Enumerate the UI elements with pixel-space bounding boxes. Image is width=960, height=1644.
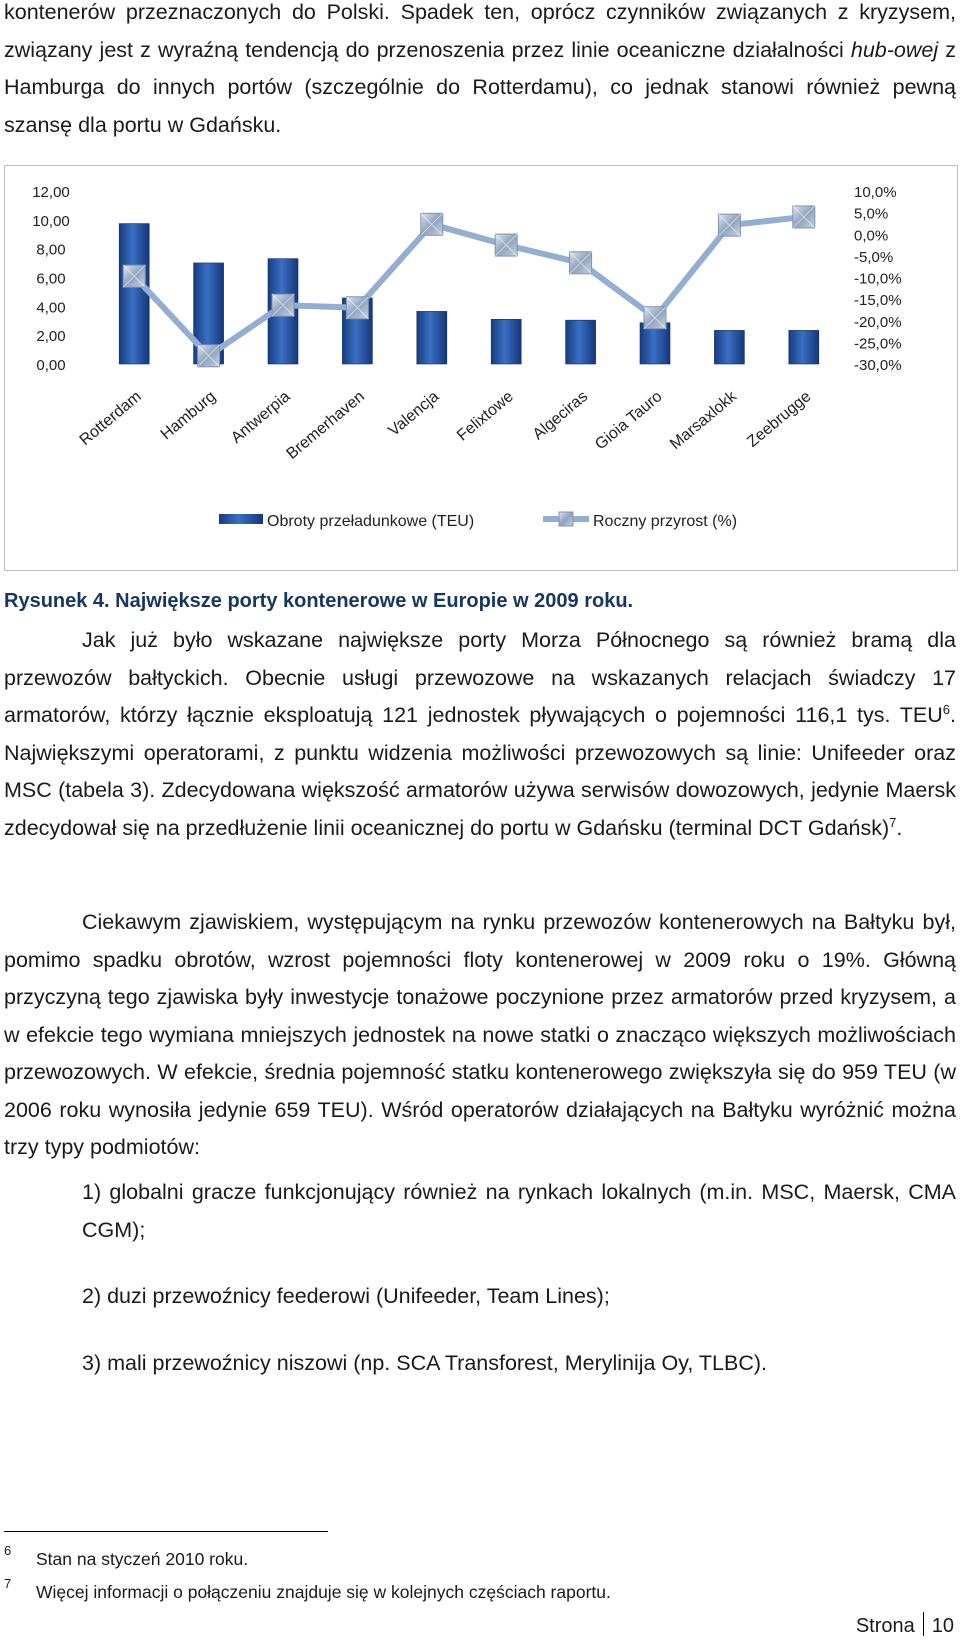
right-axis-tick-label: 10,0% — [854, 184, 897, 201]
growth-marker-bremerhaven — [346, 297, 368, 319]
left-axis-tick-label: 8,00 — [36, 241, 66, 259]
right-axis-tick-label: -30,0% — [854, 357, 902, 374]
growth-series-line — [134, 217, 804, 356]
list-item-1: 1) globalni gracze funkcjonujący również na rynkach lokalnych (m.in. MSC, Maersk, CMA CGM); — [82, 1180, 956, 1242]
left-axis-tick-label: 0,00 — [36, 357, 66, 374]
paragraph-intro-emphasis: hub-owej — [850, 37, 939, 62]
right-axis-tick-label: -5,0% — [854, 248, 894, 266]
category-label: Rotterdam — [76, 388, 145, 450]
paragraph-2 — [4, 622, 956, 847]
growth-marker-felixtowe — [495, 234, 517, 256]
category-label: Zeebrugge — [744, 388, 815, 451]
category-label: Felixtowe — [454, 388, 517, 445]
legend-marker-swatch — [559, 512, 573, 526]
left-axis-tick-label: 12,00 — [32, 184, 70, 201]
chart-legend — [219, 512, 737, 530]
footnote-ref-6[interactable]: 6 — [942, 701, 951, 717]
paragraph-intro-rest: z Hamburga do innych portów (szczególnie do Rotterdamu), co jednak stanowi również pewną szansę dla portu w Gdańsku. — [4, 37, 956, 137]
left-axis-tick-label: 6,00 — [36, 270, 66, 288]
right-axis-tick-label: -15,0% — [854, 292, 902, 310]
figure-caption: Rysunek 4. Największe porty kontenerowe w Europie w 2009 roku. — [4, 590, 634, 612]
bar-marsaxlokk — [714, 330, 744, 364]
legend-label-growth: Roczny przyrost (%) — [593, 513, 738, 530]
footer-label: Strona — [855, 1615, 915, 1637]
growth-marker-valencja — [421, 213, 443, 235]
category-label: Antwerpia — [228, 388, 294, 447]
list-item-2: 2) duzi przewoźnicy feederowi (Unifeeder, Team Lines); — [82, 1284, 610, 1308]
category-label: Valencja — [385, 388, 443, 440]
combo-chart — [5, 166, 959, 572]
category-label: Algeciras — [529, 388, 592, 444]
right-axis-tick-label: -10,0% — [854, 270, 902, 288]
paragraph-2-rest: . Największymi operatorami, z punktu widzenia możliwości przewozowych są linie: Unifeeder oraz MSC (tabela 3). Zdecydowana większość armatorów używa serwisów dowozowych, jedynie Maersk zdecydował się na przedłużenie linii oceanicznej do portu w Gdańsku (terminal DCT Gdańsk) — [4, 703, 956, 840]
legend-bar-swatch — [219, 514, 263, 524]
page-footer — [856, 1612, 954, 1638]
paragraph-2-end: . — [896, 815, 903, 840]
right-axis-tick-label: 5,0% — [854, 205, 889, 223]
growth-marker-zeebrugge — [793, 206, 815, 228]
growth-marker-antwerpia — [272, 294, 294, 316]
bar-rotterdam — [119, 224, 149, 364]
footnote-number: 6 — [4, 1543, 12, 1558]
footnote-divider — [4, 1531, 328, 1532]
category-label: Hamburg — [157, 388, 220, 444]
paragraph-intro-text: kontenerów przeznaczonych do Polski. Spadek ten, oprócz czynników związanych z kryzysem, związany jest z wyraźną tendencją do przenoszenia przez linie oceaniczne działalności — [4, 0, 956, 62]
right-axis-tick-label: 0,0% — [854, 227, 889, 245]
paragraph-intro — [4, 0, 956, 144]
bar-algeciras — [566, 320, 596, 364]
right-axis-tick-label: -25,0% — [854, 335, 902, 353]
paragraph-3: Ciekawym zjawiskiem, występującym na rynku przewozów kontenerowych na Bałtyku był, pomimo spadku obrotów, wzrost pojemności floty kontenerowej w 2009 roku o 19%. Główną przyczyną tego zjawiska były inwestycje tonażowe poczynione przez armatorów przed kryzysem, a w efekcie tego wymiana mniejszych jednostek na nowe statki o znacząco większych możliwościach przewozowych. W efekcie, średnia pojemność statku kontenerowego zwiększyła się do 959 TEU (w 2006 roku wynosiła jedynie 659 TEU). Wśród operatorów działających na Bałtyku wyróżnić można trzy typy podmiotów: — [4, 910, 956, 1159]
growth-marker-gioia-tauro — [644, 307, 666, 329]
footnote-number: 7 — [4, 1576, 12, 1591]
list-item-3: 3) mali przewoźnicy niszowi (np. SCA Transforest, Merylinija Oy, TLBC). — [82, 1351, 768, 1375]
left-axis-tick-label: 2,00 — [36, 328, 66, 346]
legend-label-teu: Obroty przeładunkowe (TEU) — [267, 513, 475, 530]
chart-container — [4, 165, 958, 571]
category-label: Bremerhaven — [283, 388, 368, 463]
paragraph-2-text: Jak już było wskazane największe porty Morza Północnego są również bramą dla przewozów bałtyckich. Obecnie usługi przewozowe na wskazanych relacjach świadczy 17 armatorów, którzy łącznie eksploatują 121 jednostek pływających o pojemności 116,1 tys. TEU — [4, 628, 956, 727]
growth-marker-algeciras — [570, 252, 592, 274]
bar-zeebrugge — [789, 330, 819, 364]
footer-separator — [923, 1612, 924, 1636]
category-label: Gioia Tauro — [592, 388, 666, 454]
footnote-text: Więcej informacji o połączeniu znajduje się w kolejnych częściach raportu. — [36, 1582, 611, 1602]
growth-marker-hamburg — [198, 345, 220, 367]
growth-marker-rotterdam — [123, 265, 145, 287]
left-axis-tick-label: 10,00 — [32, 212, 70, 230]
right-axis-tick-label: -20,0% — [854, 313, 902, 331]
footnote-text: Stan na styczeń 2010 roku. — [36, 1549, 249, 1569]
category-label: Marsaxlokk — [667, 388, 740, 454]
bar-felixtowe — [491, 319, 521, 364]
left-axis-tick-label: 4,00 — [36, 299, 66, 317]
page-number: 10 — [931, 1615, 954, 1637]
growth-marker-marsaxlokk — [718, 214, 740, 236]
bar-valencja — [417, 311, 447, 364]
footnote-ref-7[interactable]: 7 — [889, 814, 897, 830]
